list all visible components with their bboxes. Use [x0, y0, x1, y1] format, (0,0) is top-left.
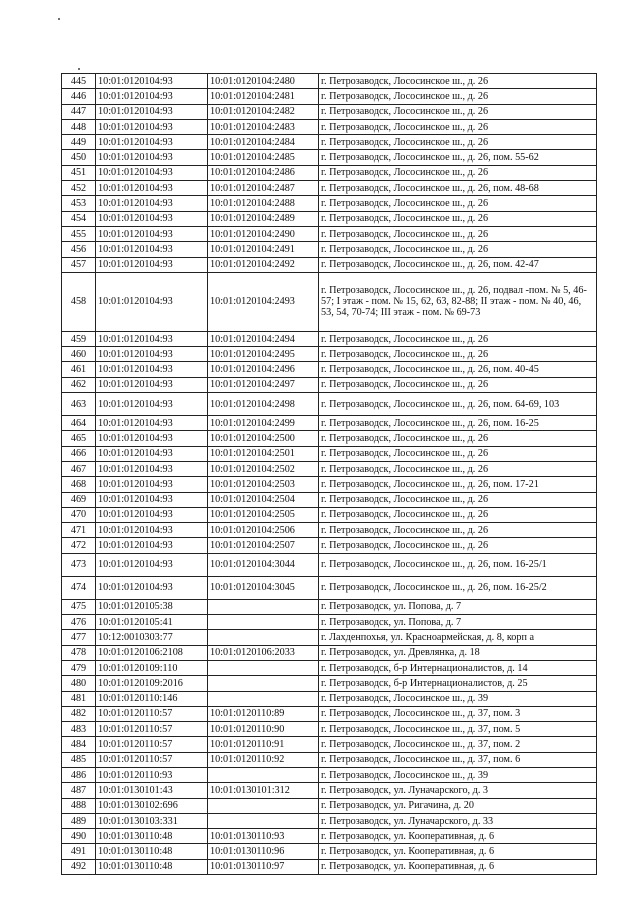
table-row [62, 74, 597, 89]
address-cell: г. Петрозаводск, ул. Луначарского, д. 3 [319, 783, 597, 798]
address-cell: г. Петрозаводск, Лососинское ш., д. 26 [319, 507, 597, 522]
land-cadastral-number-cell: 10:01:0120109:2016 [96, 676, 208, 691]
land-cadastral-number-cell: 10:01:0120104:93 [96, 416, 208, 431]
table-row [62, 416, 597, 431]
object-cadastral-number-cell [208, 660, 319, 675]
object-cadastral-number-cell: 10:01:0120104:2497 [208, 377, 319, 392]
land-cadastral-number-cell: 10:01:0120104:93 [96, 331, 208, 346]
row-number-cell: 453 [62, 196, 96, 211]
row-number-cell: 469 [62, 492, 96, 507]
table-row [62, 576, 597, 599]
address-cell: г. Петрозаводск, Лососинское ш., д. 26 [319, 226, 597, 241]
object-cadastral-number-cell: 10:01:0120104:2504 [208, 492, 319, 507]
address-cell: г. Петрозаводск, Лососинское ш., д. 26 [319, 104, 597, 119]
address-cell: г. Петрозаводск, Лососинское ш., д. 26 [319, 74, 597, 89]
table-row [62, 431, 597, 446]
table-row [62, 257, 597, 272]
property-register-table [61, 73, 597, 875]
address-cell: г. Петрозаводск, Лососинское ш., д. 26 [319, 211, 597, 226]
land-cadastral-number-cell: 10:01:0120104:93 [96, 477, 208, 492]
row-number-cell: 445 [62, 74, 96, 89]
row-number-cell: 488 [62, 798, 96, 813]
object-cadastral-number-cell: 10:01:0120104:2484 [208, 135, 319, 150]
table-row [62, 737, 597, 752]
row-number-cell: 460 [62, 347, 96, 362]
address-cell: г. Петрозаводск, Лососинское ш., д. 26, пом. 16-25 [319, 416, 597, 431]
table-row [62, 752, 597, 767]
land-cadastral-number-cell: 10:01:0120104:93 [96, 553, 208, 576]
table-row [62, 645, 597, 660]
land-cadastral-number-cell: 10:01:0120106:2108 [96, 645, 208, 660]
land-cadastral-number-cell: 10:01:0120110:57 [96, 737, 208, 752]
address-cell: г. Петрозаводск, ул. Ригачина, д. 20 [319, 798, 597, 813]
address-cell: г. Петрозаводск, Лососинское ш., д. 26 [319, 538, 597, 553]
row-number-cell: 468 [62, 477, 96, 492]
address-cell: г. Петрозаводск, Лососинское ш., д. 39 [319, 691, 597, 706]
object-cadastral-number-cell: 10:01:0120104:2486 [208, 165, 319, 180]
object-cadastral-number-cell: 10:01:0120104:2485 [208, 150, 319, 165]
address-cell: г. Петрозаводск, ул. Попова, д. 7 [319, 615, 597, 630]
row-number-cell: 485 [62, 752, 96, 767]
land-cadastral-number-cell: 10:01:0120104:93 [96, 74, 208, 89]
object-cadastral-number-cell: 10:01:0120104:2499 [208, 416, 319, 431]
address-cell: г. Петрозаводск, Лососинское ш., д. 26 [319, 242, 597, 257]
object-cadastral-number-cell: 10:01:0120104:3045 [208, 576, 319, 599]
table-row [62, 507, 597, 522]
land-cadastral-number-cell: 10:01:0130110:48 [96, 859, 208, 874]
table-row [62, 813, 597, 828]
table-row [62, 362, 597, 377]
object-cadastral-number-cell [208, 676, 319, 691]
land-cadastral-number-cell: 10:01:0120104:93 [96, 461, 208, 476]
object-cadastral-number-cell: 10:01:0120104:2503 [208, 477, 319, 492]
address-cell: г. Петрозаводск, Лососинское ш., д. 26, подвал -пом. № 5, 46-57; I этаж - пом. № 15, 62, 63, 82-88; II этаж - пом. № 40, 46, 53, 54, 70-74; III этаж - пом. № 69-73 [319, 272, 597, 331]
table-row [62, 135, 597, 150]
row-number-cell: 451 [62, 165, 96, 180]
land-cadastral-number-cell: 10:01:0120104:93 [96, 89, 208, 104]
object-cadastral-number-cell [208, 691, 319, 706]
object-cadastral-number-cell: 10:01:0120104:2480 [208, 74, 319, 89]
land-cadastral-number-cell: 10:01:0120110:93 [96, 767, 208, 782]
land-cadastral-number-cell: 10:01:0120104:93 [96, 257, 208, 272]
object-cadastral-number-cell [208, 813, 319, 828]
address-cell: г. Петрозаводск, Лососинское ш., д. 37, пом. 6 [319, 752, 597, 767]
table-row [62, 829, 597, 844]
address-cell: г. Петрозаводск, Лососинское ш., д. 26, пом. 16-25/2 [319, 576, 597, 599]
address-cell: г. Петрозаводск, Лососинское ш., д. 39 [319, 767, 597, 782]
row-number-cell: 449 [62, 135, 96, 150]
land-cadastral-number-cell: 10:01:0120110:57 [96, 722, 208, 737]
row-number-cell: 456 [62, 242, 96, 257]
table-row [62, 553, 597, 576]
row-number-cell: 464 [62, 416, 96, 431]
land-cadastral-number-cell: 10:01:0120104:93 [96, 272, 208, 331]
row-number-cell: 463 [62, 393, 96, 416]
address-cell: г. Лахденпохья, ул. Красноармейская, д. 8, корп а [319, 630, 597, 645]
row-number-cell: 467 [62, 461, 96, 476]
table-row [62, 150, 597, 165]
address-cell: г. Петрозаводск, Лососинское ш., д. 26 [319, 89, 597, 104]
land-cadastral-number-cell: 10:01:0120104:93 [96, 431, 208, 446]
land-cadastral-number-cell: 10:01:0130101:43 [96, 783, 208, 798]
land-cadastral-number-cell: 10:01:0120104:93 [96, 507, 208, 522]
land-cadastral-number-cell: 10:01:0120104:93 [96, 393, 208, 416]
table-row [62, 538, 597, 553]
row-number-cell: 475 [62, 599, 96, 614]
table-row [62, 722, 597, 737]
object-cadastral-number-cell: 10:01:0120104:2487 [208, 181, 319, 196]
object-cadastral-number-cell: 10:01:0120106:2033 [208, 645, 319, 660]
table-row [62, 859, 597, 874]
address-cell: г. Петрозаводск, б-р Интернационалистов, д. 25 [319, 676, 597, 691]
table-row [62, 377, 597, 392]
land-cadastral-number-cell: 10:01:0120104:93 [96, 446, 208, 461]
table-row [62, 119, 597, 134]
object-cadastral-number-cell: 10:01:0120104:2482 [208, 104, 319, 119]
row-number-cell: 446 [62, 89, 96, 104]
row-number-cell: 455 [62, 226, 96, 241]
object-cadastral-number-cell: 10:01:0120104:2498 [208, 393, 319, 416]
object-cadastral-number-cell: 10:01:0120110:91 [208, 737, 319, 752]
object-cadastral-number-cell: 10:01:0120104:2501 [208, 446, 319, 461]
land-cadastral-number-cell: 10:01:0120104:93 [96, 165, 208, 180]
address-cell: г. Петрозаводск, Лососинское ш., д. 26 [319, 446, 597, 461]
object-cadastral-number-cell [208, 599, 319, 614]
table-row [62, 181, 597, 196]
table-row [62, 242, 597, 257]
row-number-cell: 484 [62, 737, 96, 752]
land-cadastral-number-cell: 10:01:0120104:93 [96, 576, 208, 599]
row-number-cell: 447 [62, 104, 96, 119]
table-row [62, 676, 597, 691]
land-cadastral-number-cell: 10:12:0010303:77 [96, 630, 208, 645]
table-row [62, 272, 597, 331]
land-cadastral-number-cell: 10:01:0130102:696 [96, 798, 208, 813]
address-cell: г. Петрозаводск, Лососинское ш., д. 26 [319, 431, 597, 446]
land-cadastral-number-cell: 10:01:0120104:93 [96, 362, 208, 377]
land-cadastral-number-cell: 10:01:0120104:93 [96, 104, 208, 119]
object-cadastral-number-cell: 10:01:0120104:3044 [208, 553, 319, 576]
row-number-cell: 479 [62, 660, 96, 675]
table-row [62, 331, 597, 346]
address-cell: г. Петрозаводск, Лососинское ш., д. 26 [319, 135, 597, 150]
land-cadastral-number-cell: 10:01:0120104:93 [96, 523, 208, 538]
object-cadastral-number-cell: 10:01:0120110:89 [208, 706, 319, 721]
address-cell: г. Петрозаводск, Лососинское ш., д. 37, пом. 5 [319, 722, 597, 737]
object-cadastral-number-cell: 10:01:0120104:2481 [208, 89, 319, 104]
row-number-cell: 477 [62, 630, 96, 645]
object-cadastral-number-cell [208, 798, 319, 813]
register-table-body [62, 74, 597, 875]
scan-speck [78, 68, 80, 70]
address-cell: г. Петрозаводск, ул. Попова, д. 7 [319, 599, 597, 614]
address-cell: г. Петрозаводск, Лососинское ш., д. 26, пом. 48-68 [319, 181, 597, 196]
table-row [62, 393, 597, 416]
table-row [62, 347, 597, 362]
land-cadastral-number-cell: 10:01:0120104:93 [96, 211, 208, 226]
address-cell: г. Петрозаводск, Лососинское ш., д. 26, пом. 55-62 [319, 150, 597, 165]
object-cadastral-number-cell: 10:01:0120104:2492 [208, 257, 319, 272]
address-cell: г. Петрозаводск, Лососинское ш., д. 26 [319, 331, 597, 346]
row-number-cell: 489 [62, 813, 96, 828]
address-cell: г. Петрозаводск, ул. Кооперативная, д. 6 [319, 844, 597, 859]
object-cadastral-number-cell: 10:01:0120104:2496 [208, 362, 319, 377]
table-row [62, 783, 597, 798]
table-row [62, 226, 597, 241]
row-number-cell: 459 [62, 331, 96, 346]
object-cadastral-number-cell: 10:01:0120104:2491 [208, 242, 319, 257]
table-row [62, 599, 597, 614]
address-cell: г. Петрозаводск, Лососинское ш., д. 26 [319, 347, 597, 362]
table-row [62, 767, 597, 782]
address-cell: г. Петрозаводск, Лососинское ш., д. 26 [319, 492, 597, 507]
address-cell: г. Петрозаводск, Лососинское ш., д. 26, пом. 17-21 [319, 477, 597, 492]
row-number-cell: 491 [62, 844, 96, 859]
row-number-cell: 486 [62, 767, 96, 782]
table-row [62, 89, 597, 104]
row-number-cell: 465 [62, 431, 96, 446]
address-cell: г. Петрозаводск, Лососинское ш., д. 26 [319, 523, 597, 538]
object-cadastral-number-cell: 10:01:0120104:2506 [208, 523, 319, 538]
object-cadastral-number-cell: 10:01:0120104:2505 [208, 507, 319, 522]
row-number-cell: 478 [62, 645, 96, 660]
address-cell: г. Петрозаводск, Лососинское ш., д. 26 [319, 165, 597, 180]
object-cadastral-number-cell: 10:01:0120104:2483 [208, 119, 319, 134]
address-cell: г. Петрозаводск, ул. Кооперативная, д. 6 [319, 829, 597, 844]
object-cadastral-number-cell: 10:01:0120110:90 [208, 722, 319, 737]
table-row [62, 615, 597, 630]
land-cadastral-number-cell: 10:01:0120104:93 [96, 135, 208, 150]
scan-speck [58, 18, 60, 20]
row-number-cell: 470 [62, 507, 96, 522]
land-cadastral-number-cell: 10:01:0120104:93 [96, 226, 208, 241]
row-number-cell: 450 [62, 150, 96, 165]
object-cadastral-number-cell [208, 630, 319, 645]
object-cadastral-number-cell: 10:01:0130110:97 [208, 859, 319, 874]
address-cell: г. Петрозаводск, Лососинское ш., д. 26 [319, 119, 597, 134]
object-cadastral-number-cell: 10:01:0120104:2489 [208, 211, 319, 226]
address-cell: г. Петрозаводск, Лососинское ш., д. 26, пом. 42-47 [319, 257, 597, 272]
table-row [62, 492, 597, 507]
row-number-cell: 452 [62, 181, 96, 196]
row-number-cell: 476 [62, 615, 96, 630]
object-cadastral-number-cell [208, 767, 319, 782]
row-number-cell: 482 [62, 706, 96, 721]
row-number-cell: 474 [62, 576, 96, 599]
object-cadastral-number-cell: 10:01:0120104:2500 [208, 431, 319, 446]
table-row [62, 691, 597, 706]
land-cadastral-number-cell: 10:01:0120110:57 [96, 752, 208, 767]
row-number-cell: 492 [62, 859, 96, 874]
object-cadastral-number-cell: 10:01:0120104:2488 [208, 196, 319, 211]
address-cell: г. Петрозаводск, Лососинское ш., д. 37, пом. 2 [319, 737, 597, 752]
land-cadastral-number-cell: 10:01:0120104:93 [96, 119, 208, 134]
row-number-cell: 458 [62, 272, 96, 331]
land-cadastral-number-cell: 10:01:0120104:93 [96, 181, 208, 196]
address-cell: г. Петрозаводск, ул. Кооперативная, д. 6 [319, 859, 597, 874]
address-cell: г. Петрозаводск, Лососинское ш., д. 26, пом. 40-45 [319, 362, 597, 377]
object-cadastral-number-cell: 10:01:0120104:2495 [208, 347, 319, 362]
object-cadastral-number-cell: 10:01:0120104:2490 [208, 226, 319, 241]
table-row [62, 844, 597, 859]
land-cadastral-number-cell: 10:01:0130110:48 [96, 829, 208, 844]
object-cadastral-number-cell: 10:01:0120104:2507 [208, 538, 319, 553]
land-cadastral-number-cell: 10:01:0120109:110 [96, 660, 208, 675]
object-cadastral-number-cell: 10:01:0120104:2493 [208, 272, 319, 331]
row-number-cell: 454 [62, 211, 96, 226]
land-cadastral-number-cell: 10:01:0120105:38 [96, 599, 208, 614]
row-number-cell: 480 [62, 676, 96, 691]
row-number-cell: 466 [62, 446, 96, 461]
land-cadastral-number-cell: 10:01:0120104:93 [96, 347, 208, 362]
row-number-cell: 483 [62, 722, 96, 737]
row-number-cell: 490 [62, 829, 96, 844]
table-row [62, 104, 597, 119]
object-cadastral-number-cell: 10:01:0130101:312 [208, 783, 319, 798]
land-cadastral-number-cell: 10:01:0120104:93 [96, 492, 208, 507]
row-number-cell: 487 [62, 783, 96, 798]
table-row [62, 798, 597, 813]
land-cadastral-number-cell: 10:01:0120104:93 [96, 196, 208, 211]
land-cadastral-number-cell: 10:01:0120110:57 [96, 706, 208, 721]
address-cell: г. Петрозаводск, Лососинское ш., д. 37, пом. 3 [319, 706, 597, 721]
address-cell: г. Петрозаводск, б-р Интернационалистов, д. 14 [319, 660, 597, 675]
table-row [62, 211, 597, 226]
table-row [62, 461, 597, 476]
row-number-cell: 457 [62, 257, 96, 272]
row-number-cell: 448 [62, 119, 96, 134]
address-cell: г. Петрозаводск, Лососинское ш., д. 26 [319, 196, 597, 211]
table-row [62, 446, 597, 461]
address-cell: г. Петрозаводск, Лососинское ш., д. 26, пом. 64-69, 103 [319, 393, 597, 416]
table-row [62, 706, 597, 721]
land-cadastral-number-cell: 10:01:0120104:93 [96, 242, 208, 257]
object-cadastral-number-cell: 10:01:0120110:92 [208, 752, 319, 767]
table-row [62, 477, 597, 492]
land-cadastral-number-cell: 10:01:0120110:146 [96, 691, 208, 706]
table-row [62, 660, 597, 675]
row-number-cell: 471 [62, 523, 96, 538]
address-cell: г. Петрозаводск, Лососинское ш., д. 26 [319, 461, 597, 476]
land-cadastral-number-cell: 10:01:0130110:48 [96, 844, 208, 859]
row-number-cell: 472 [62, 538, 96, 553]
row-number-cell: 481 [62, 691, 96, 706]
object-cadastral-number-cell [208, 615, 319, 630]
address-cell: г. Петрозаводск, Лососинское ш., д. 26 [319, 377, 597, 392]
address-cell: г. Петрозаводск, Лососинское ш., д. 26, пом. 16-25/1 [319, 553, 597, 576]
table-row [62, 630, 597, 645]
table-row [62, 523, 597, 538]
table-row [62, 165, 597, 180]
land-cadastral-number-cell: 10:01:0120104:93 [96, 150, 208, 165]
object-cadastral-number-cell: 10:01:0130110:96 [208, 844, 319, 859]
row-number-cell: 462 [62, 377, 96, 392]
land-cadastral-number-cell: 10:01:0120104:93 [96, 377, 208, 392]
land-cadastral-number-cell: 10:01:0120104:93 [96, 538, 208, 553]
object-cadastral-number-cell: 10:01:0120104:2502 [208, 461, 319, 476]
land-cadastral-number-cell: 10:01:0130103:331 [96, 813, 208, 828]
row-number-cell: 473 [62, 553, 96, 576]
object-cadastral-number-cell: 10:01:0120104:2494 [208, 331, 319, 346]
land-cadastral-number-cell: 10:01:0120105:41 [96, 615, 208, 630]
address-cell: г. Петрозаводск, ул. Луначарского, д. 33 [319, 813, 597, 828]
object-cadastral-number-cell: 10:01:0130110:93 [208, 829, 319, 844]
address-cell: г. Петрозаводск, ул. Древлянка, д. 18 [319, 645, 597, 660]
row-number-cell: 461 [62, 362, 96, 377]
table-row [62, 196, 597, 211]
